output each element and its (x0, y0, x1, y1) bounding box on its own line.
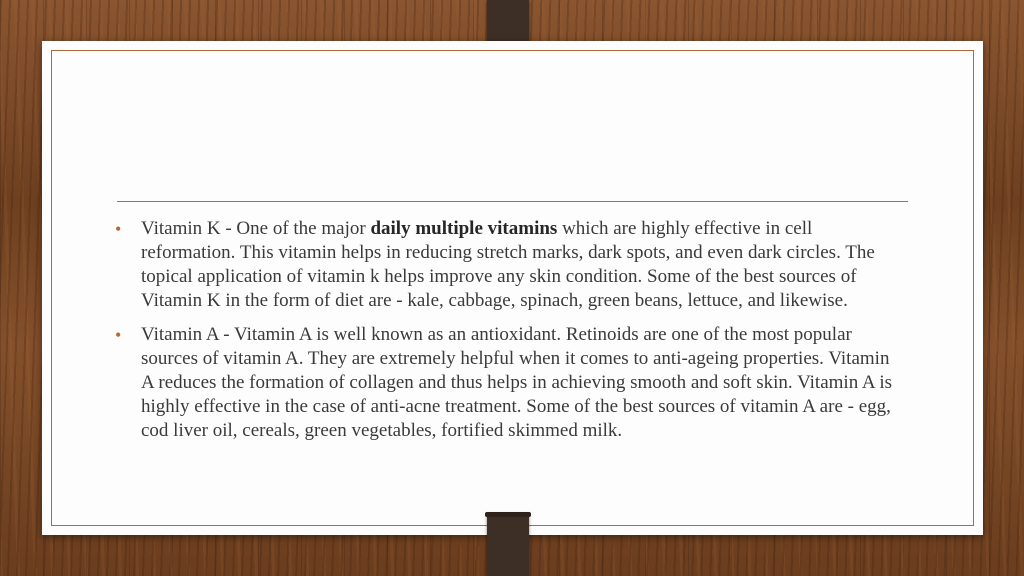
title-divider-line (117, 201, 908, 202)
bullet-item-vitamin-a (113, 323, 903, 443)
bottom-binder-clip (487, 513, 529, 576)
bullet-emphasis-link: daily multiple vitamins (370, 218, 558, 239)
bullet-rest-text: which are highly effective in cell reformation. This vitamin helps in reducing stretch marks, dark spots, and even dark circles. The topical application of vitamin k helps improve any skin condition. Some of the best sources of Vitamin K in the form of diet are - kale, cabbage, spinach, green beans, lettuce, and likewise. (141, 218, 875, 311)
bullet-list (113, 217, 903, 443)
bullet-lead-text: Vitamin K - One of the major (141, 218, 371, 239)
bullet-dot-icon: • (115, 325, 122, 345)
bullet-dot-icon: • (115, 219, 122, 239)
bullet-item-vitamin-k (113, 217, 903, 313)
slide-content (113, 217, 903, 453)
bullet-text: Vitamin A - Vitamin A is well known as an antioxidant. Retinoids are one of the most popular sources of vitamin A. They are extremely helpful when it comes to anti-ageing properties. Vitamin A reduces the formation of collagen and thus helps in achieving smooth and soft skin. Vitamin A is highly effective in the case of anti-acne treatment. Some of the best sources of vitamin A are - egg, cod liver oil, cereals, green vegetables, fortified skimmed milk. (141, 324, 893, 441)
